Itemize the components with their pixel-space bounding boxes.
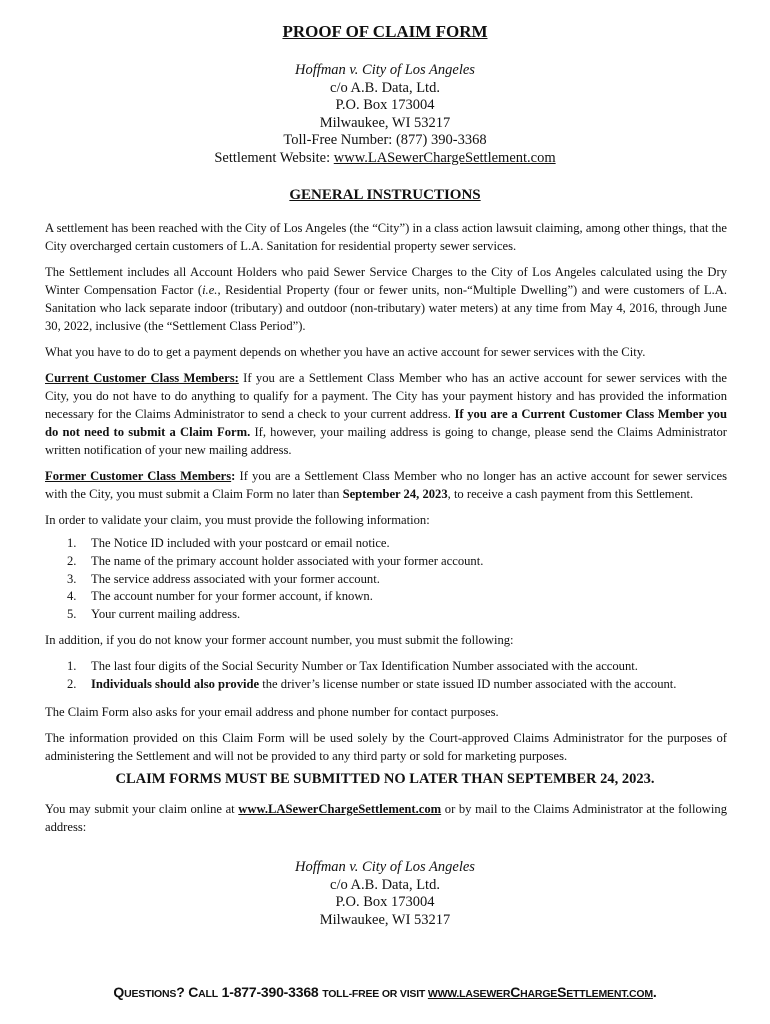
class-def-text-a: The Settlement includes all Account Holders who paid Sewer Service Charges to the City of Los Angeles calculated using the Dry Winter Compensation Factor ( xyxy=(45,265,727,297)
addition-intro-block xyxy=(45,631,727,649)
validate-intro: In order to validate your claim, you must provide the following information: xyxy=(45,513,430,527)
address-bottom xyxy=(0,859,770,929)
address-line-3: Milwaukee, WI 53217 xyxy=(319,911,451,928)
toll-free-number: Toll-Free Number: (877) 390-3368 xyxy=(283,132,487,148)
list-item xyxy=(45,658,727,676)
settlement-paragraph: A settlement has been reached with the City of Los Angeles (the “City”) in a class action lawsuit claiming, among other things, that the City overcharged certain customers of L.A. Sanitation for residential property sewer services. xyxy=(45,221,727,253)
footer-website-link[interactable] xyxy=(428,985,653,1000)
case-name: Hoffman v. City of Los Angeles xyxy=(295,62,475,78)
website-label: Settlement Website: xyxy=(214,149,331,166)
list-item-text: Your current mailing address. xyxy=(91,607,241,622)
submit-block xyxy=(45,800,727,836)
address-line-2: P.O. Box 173004 xyxy=(335,97,435,113)
former-deadline-date: September 24, 2023 xyxy=(342,487,448,501)
footer-w3: C xyxy=(510,984,521,1000)
class-def-text-b: , Residential Property (four or fewer units, non-“Multiple Dwelling”) and were customers of L.A. Sanitation who lack separate indoor (tributary) and outdoor (non-tributary) water meters) at any time from May 4, 2016, through June 30, 2022, inclusive (the “Settlement Class Period”). xyxy=(45,283,727,333)
settlement-website-link[interactable]: www.LASewerChargeSettlement.com xyxy=(333,149,556,166)
current-bold-text: If you are a Current Customer Class Member you do not need to submit a Claim Form. xyxy=(45,407,727,439)
current-text-b: If, however, your mailing address is going to change, please send the Claims Administrator written notification of your new mailing address. xyxy=(45,425,727,457)
footer-w5: S xyxy=(557,984,567,1000)
footer-w2: EWER xyxy=(479,988,511,1000)
list-item-number: 2. xyxy=(67,553,77,568)
footer-questions xyxy=(0,984,770,1000)
list-item-number: 1. xyxy=(67,659,77,673)
submit-paragraph xyxy=(45,800,727,836)
former-text-b: , to receive a cash payment from this Settlement. xyxy=(447,487,694,501)
list-item-number: 4. xyxy=(67,589,77,604)
current-customer-paragraph xyxy=(45,369,727,459)
information-use-paragraph: The information provided on this Claim Form will be used solely by the Court-approved Claims Administrator for the purposes of administering the Settlement and will not be provided to any third party or sold for marketing purposes. xyxy=(45,731,727,763)
footer-qmark: ? xyxy=(176,984,189,1000)
footer-questions-word: UESTIONS xyxy=(124,988,177,1000)
list-item-number: 5. xyxy=(67,607,77,622)
current-text-a: If you are a Settlement Class Member who has an active account for sewer services with the City, you do not have to do anything to qualify for a payment. The City has your payment history and has provided the information necessary for the Claims Administrator to send a check to your current address. xyxy=(45,371,727,421)
list-item xyxy=(45,676,727,694)
validate-list xyxy=(45,535,727,624)
footer-call-word: ALL xyxy=(198,988,218,1000)
address-line-3: Milwaukee, WI 53217 xyxy=(319,114,451,131)
list-item xyxy=(45,588,727,606)
submit-text-b: or by mail to the Claims Administrator at the following address: xyxy=(45,802,727,834)
page-title: PROOF OF CLAIM FORM xyxy=(282,22,488,41)
footer-w7: .COM xyxy=(626,988,653,1000)
list-item xyxy=(45,535,727,553)
payment-depends-paragraph: What you have to do to get a payment depends on whether you have an active account for sewer services with the City. xyxy=(45,345,646,359)
footer-toll-free: TOLL-FREE OR VISIT xyxy=(322,988,428,1000)
settlement-website-line xyxy=(0,150,770,168)
contact-paragraph: The Claim Form also asks for your email address and phone number for contact purposes. xyxy=(45,705,499,719)
list-item xyxy=(45,571,727,589)
submit-text-a: You may submit your claim online at xyxy=(45,802,239,816)
address-line-1: c/o A.B. Data, Ltd. xyxy=(330,876,440,893)
list-item-text: The account number for your former account, if known. xyxy=(91,589,373,604)
list-item-number: 2. xyxy=(67,676,77,691)
list-item-number: 3. xyxy=(67,571,77,586)
footer-w6: ETTLEMENT xyxy=(566,988,627,1000)
former-customer-paragraph xyxy=(45,467,727,503)
list-item-bold: Individuals should also provide xyxy=(91,676,260,691)
class-definition-paragraph xyxy=(45,263,727,335)
addition-list xyxy=(45,658,727,694)
footer-phone: 1-877-390-3368 xyxy=(217,984,323,1000)
address-top xyxy=(0,62,770,167)
list-item-text: The Notice ID included with your postcard or email notice. xyxy=(91,536,390,550)
ie-italic: i.e. xyxy=(202,283,218,297)
addition-intro: In addition, if you do not know your former account number, you must submit the following: xyxy=(45,633,514,647)
deadline-banner: CLAIM FORMS MUST BE SUBMITTED NO LATER THAN SEPTEMBER 24, 2023. xyxy=(115,771,655,787)
list-item xyxy=(45,606,727,624)
footer-c: C xyxy=(188,984,199,1000)
footer-q: Q xyxy=(113,984,125,1000)
list-item-number: 1. xyxy=(67,536,77,550)
list-item-text: The name of the primary account holder associated with your former account. xyxy=(91,553,484,568)
list-item-text: The last four digits of the Social Security Number or Tax Identification Number associated with the account. xyxy=(91,659,638,673)
closing-block xyxy=(45,703,727,765)
current-customer-label: Current Customer Class Members: xyxy=(45,371,239,385)
former-customer-label: Former Customer Class Members xyxy=(45,469,232,483)
list-item-text: the driver’s license number or state issued ID number associated with the account. xyxy=(259,676,677,691)
footer-w4: HARGE xyxy=(520,988,558,1000)
address-line-1: c/o A.B. Data, Ltd. xyxy=(330,79,440,96)
submit-website-link[interactable]: www.LASewerChargeSettlement.com xyxy=(238,802,442,816)
general-instructions-heading: GENERAL INSTRUCTIONS xyxy=(289,187,481,203)
former-colon: : xyxy=(231,469,236,483)
instructions-body xyxy=(45,219,727,529)
list-item xyxy=(45,553,727,571)
former-text-a: If you are a Settlement Class Member who no longer has an active account for sewer services with the City, you must submit a Claim Form no later than xyxy=(45,469,727,501)
footer-w1: WWW.LAS xyxy=(427,988,480,1000)
address-line-2: P.O. Box 173004 xyxy=(335,894,435,910)
case-name: Hoffman v. City of Los Angeles xyxy=(295,859,475,875)
footer-end: . xyxy=(652,984,657,1000)
list-item-text: The service address associated with your former account. xyxy=(91,571,380,586)
